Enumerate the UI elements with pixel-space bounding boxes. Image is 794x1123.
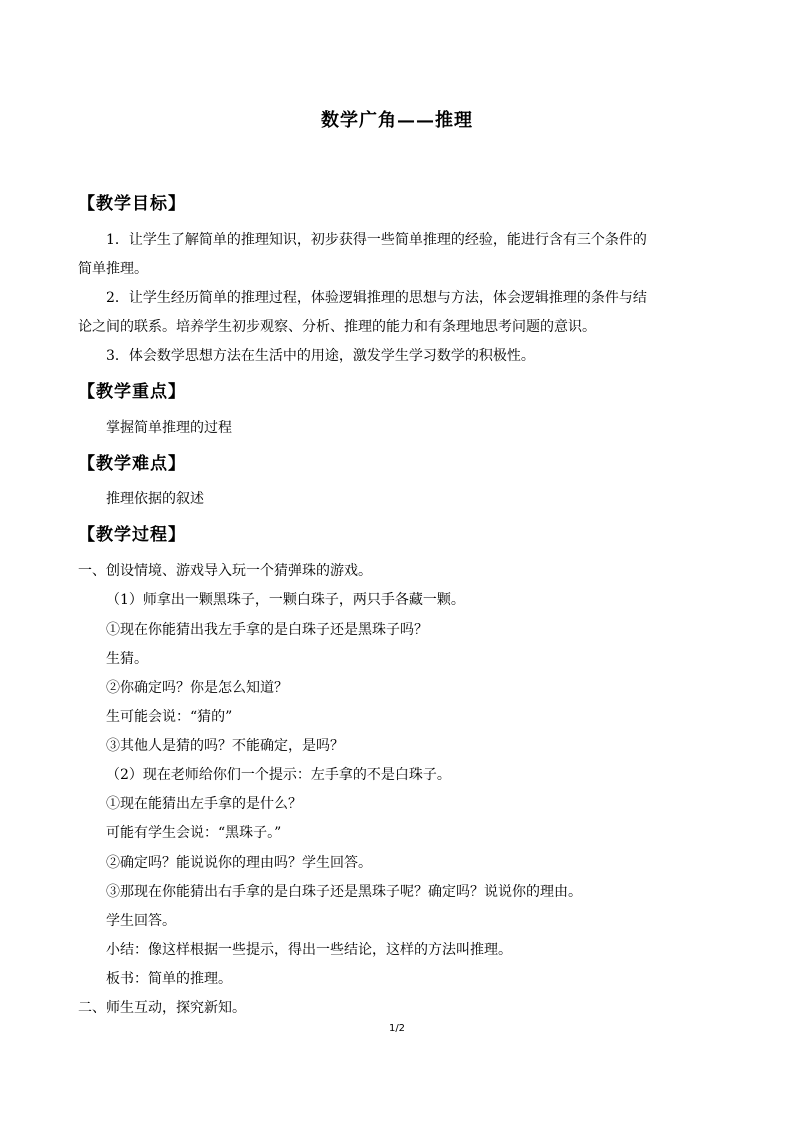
process-line: 可能有学生会说：“黑珠子。” (106, 825, 282, 841)
process-line: 板书：简单的推理。 (106, 971, 232, 987)
goal-2-line-1: 2．让学生经历简单的推理过程，体验逻辑推理的思想与方法，体会逻辑推理的条件与结 (106, 290, 647, 306)
goal-3: 3．体会数学思想方法在生活中的用途，激发学生学习数学的积极性。 (106, 348, 535, 364)
key-points-text: 掌握简单推理的过程 (106, 420, 232, 436)
goal-2-line-2: 论之间的联系。培养学生初步观察、分析、推理的能力和有条理地思考问题的意识。 (78, 319, 596, 335)
difficulties-text: 推理依据的叙述 (106, 491, 204, 507)
process-line: （1）师拿出一颗黑珠子，一颗白珠子，两只手各藏一颗。 (106, 592, 465, 608)
section-heading-key-points: 【教学重点】 (78, 382, 186, 402)
goal-1-line-2: 简单推理。 (78, 261, 148, 277)
process-line: ③那现在你能猜出右手拿的是白珠子还是黑珠子呢？确定吗？说说你的理由。 (106, 884, 582, 900)
process-line: ②确定吗？能说说你的理由吗？学生回答。 (106, 855, 372, 871)
process-line: 生猜。 (106, 651, 148, 667)
section-heading-process: 【教学过程】 (78, 525, 186, 545)
process-line: 一、创设情境、游戏导入玩一个猜弹珠的游戏。 (78, 563, 372, 579)
process-line: ②你确定吗？你是怎么知道？ (106, 680, 288, 696)
process-line: ①现在你能猜出我左手拿的是白珠子还是黑珠子吗？ (106, 622, 428, 638)
section-heading-difficulties: 【教学难点】 (78, 454, 186, 474)
process-line: ①现在能猜出左手拿的是什么？ (106, 796, 302, 812)
process-line: 生可能会说：“猜的” (106, 709, 233, 725)
process-line: （2）现在老师给你们一个提示：左手拿的不是白珠子。 (106, 767, 451, 783)
process-line: 学生回答。 (106, 913, 176, 929)
process-line: 小结：像这样根据一些提示，得出一些结论，这样的方法叫推理。 (106, 942, 512, 958)
goal-1-line-1: 1．让学生了解简单的推理知识，初步获得一些简单推理的经验，能进行含有三个条件的 (106, 232, 647, 248)
section-heading-goals: 【教学目标】 (78, 194, 186, 214)
process-line: 二、师生互动，探究新知。 (78, 1000, 246, 1016)
page-number: 1/2 (388, 1023, 406, 1034)
process-line: ③其他人是猜的吗？不能确定，是吗？ (106, 738, 344, 754)
document-title: 数学广角——推理 (321, 110, 473, 131)
